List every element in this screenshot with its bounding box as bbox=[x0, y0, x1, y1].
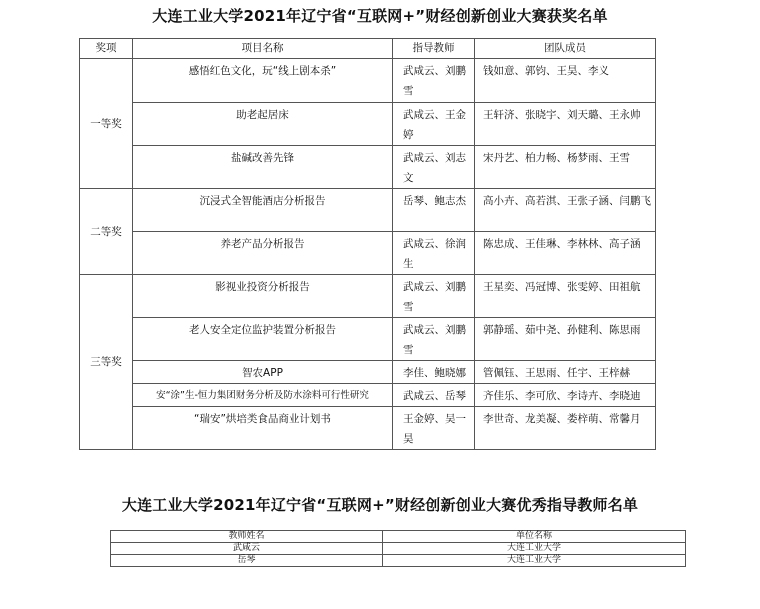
project-name: “瑞安”烘培类食品商业计划书 bbox=[133, 407, 393, 450]
table-row bbox=[80, 384, 656, 407]
teacher-names: 武咸云、刘鹏雪 bbox=[393, 275, 475, 318]
table-row bbox=[80, 275, 656, 318]
teacher-name: 岳琴 bbox=[111, 555, 383, 567]
teacher-names: 武咸云、刘鹏雪 bbox=[393, 59, 475, 103]
header-team: 团队成员 bbox=[475, 39, 656, 59]
team-members: 宋丹艺、柏力畅、杨梦雨、王雪 bbox=[475, 146, 656, 189]
team-members: 李世奇、龙美凝、娄梓萌、常馨月 bbox=[475, 407, 656, 450]
table-row bbox=[80, 189, 656, 232]
teacher-names: 武咸云、刘鹏雪 bbox=[393, 318, 475, 361]
teacher-names: 岳琴、鲍志杰 bbox=[393, 189, 475, 232]
table-row bbox=[80, 103, 656, 146]
team-members: 王轩济、张晓宇、刘天璐、王永帅 bbox=[475, 103, 656, 146]
project-name: 沉浸式全智能酒店分析报告 bbox=[133, 189, 393, 232]
team-members: 钱如意、郭钧、王昊、李义 bbox=[475, 59, 656, 103]
table-row bbox=[111, 555, 686, 567]
teacher-table bbox=[110, 530, 686, 567]
table-row bbox=[80, 232, 656, 275]
header-prize: 奖项 bbox=[80, 39, 133, 59]
teacher-table-header bbox=[111, 531, 686, 543]
teacher-names: 李佳、鲍晓娜 bbox=[393, 361, 475, 384]
table-row bbox=[80, 59, 656, 103]
project-name: 感悟红色文化，玩“线上剧本杀” bbox=[133, 59, 393, 103]
project-name: 盐碱改善先锋 bbox=[133, 146, 393, 189]
team-members: 齐佳乐、李可欣、李诗卉、李晓迪 bbox=[475, 384, 656, 407]
unit-name: 大连工业大学 bbox=[383, 543, 686, 555]
team-members: 高小卉、高若淇、王张子涵、闫鹏飞 bbox=[475, 189, 656, 232]
award-table bbox=[79, 38, 656, 450]
header-unit-name: 单位名称 bbox=[383, 531, 686, 543]
project-name: 智农APP bbox=[133, 361, 393, 384]
team-members: 管佩钰、王思雨、任宇、王梓赫 bbox=[475, 361, 656, 384]
table-row bbox=[111, 543, 686, 555]
prize-third: 三等奖 bbox=[80, 275, 133, 450]
project-name: 影视业投资分析报告 bbox=[133, 275, 393, 318]
team-members: 陈忠成、王佳琳、李林林、高子涵 bbox=[475, 232, 656, 275]
project-name: 老人安全定位监护装置分析报告 bbox=[133, 318, 393, 361]
table-row bbox=[80, 146, 656, 189]
teacher-names: 武咸云、王金婷 bbox=[393, 103, 475, 146]
teacher-names: 武咸云、徐润生 bbox=[393, 232, 475, 275]
teacher-names: 王金婷、吴一昊 bbox=[393, 407, 475, 450]
unit-name: 大连工业大学 bbox=[383, 555, 686, 567]
teacher-names: 武咸云、刘志文 bbox=[393, 146, 475, 189]
team-members: 王星奕、冯冠博、张雯婷、田祖航 bbox=[475, 275, 656, 318]
prize-second: 二等奖 bbox=[80, 189, 133, 275]
table-row bbox=[80, 361, 656, 384]
header-project: 项目名称 bbox=[133, 39, 393, 59]
award-table-header bbox=[80, 39, 656, 59]
header-teachers: 指导教师 bbox=[393, 39, 475, 59]
award-list-title: 大连工业大学2021年辽宁省“互联网+”财经创新创业大赛获奖名单 bbox=[152, 7, 608, 25]
table-row bbox=[80, 407, 656, 450]
table-row bbox=[80, 318, 656, 361]
project-name: 安“涂”生-恒力集团财务分析及防水涂料可行性研究 bbox=[133, 384, 393, 407]
teacher-name: 武咸云 bbox=[111, 543, 383, 555]
teacher-list-title: 大连工业大学2021年辽宁省“互联网+”财经创新创业大赛优秀指导教师名单 bbox=[121, 496, 639, 514]
prize-first: 一等奖 bbox=[80, 59, 133, 189]
project-name: 助老起居床 bbox=[133, 103, 393, 146]
teacher-names: 武咸云、岳琴 bbox=[393, 384, 475, 407]
team-members: 郭静瑶、茹中尧、孙健利、陈思雨 bbox=[475, 318, 656, 361]
header-teacher-name: 教师姓名 bbox=[111, 531, 383, 543]
project-name: 养老产品分析报告 bbox=[133, 232, 393, 275]
